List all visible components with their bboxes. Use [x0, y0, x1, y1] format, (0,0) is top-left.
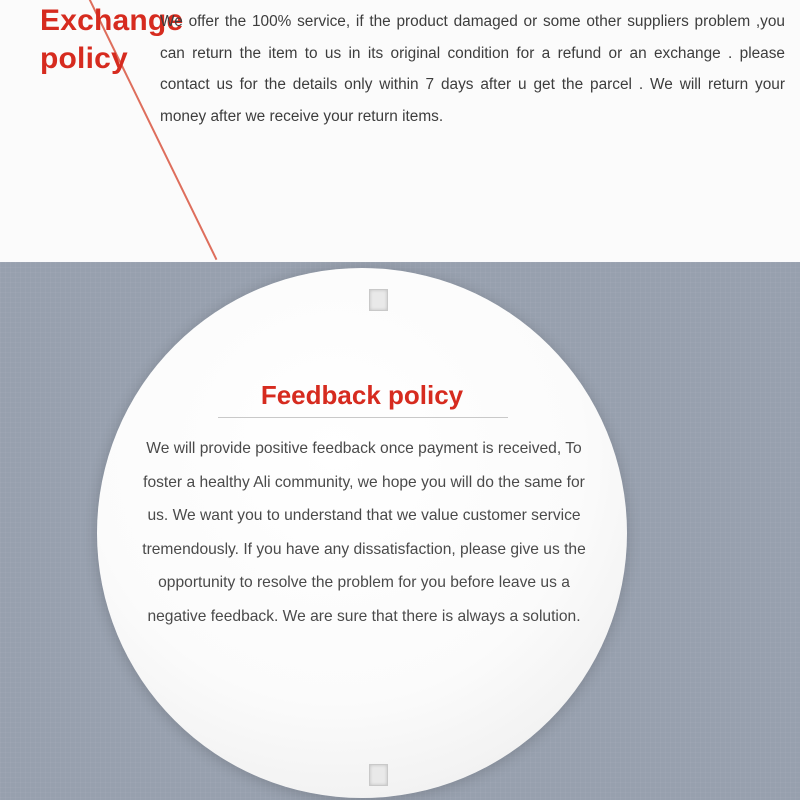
feedback-policy-text: We will provide positive feedback once payment is received, To foster a healthy Ali community, we hope you will do the same for us. We want you to understand that we value customer service tremendously. If you have any dissatisfaction, please give us the opportunity to resolve the problem for you before leave us a negative feedback. We are sure that there is always a solution. [142, 440, 586, 625]
feedback-title-underline [218, 417, 508, 418]
feedback-policy-section [0, 262, 800, 800]
exchange-policy-section [0, 0, 800, 262]
exchange-policy-text: We offer the 100% service, if the product damaged or some other suppliers problem ,you can return the item to us in its original condition for a refund or an exchange . please contact us for the details only within 7 days after u get the parcel . We will return your money after we receive your return items. [160, 13, 785, 125]
disc-tab-bottom-icon [369, 764, 388, 786]
disc-tab-top-icon [369, 289, 388, 311]
feedback-policy-title: Feedback policy [260, 380, 464, 410]
exchange-policy-title: Exchange policy [40, 4, 184, 75]
